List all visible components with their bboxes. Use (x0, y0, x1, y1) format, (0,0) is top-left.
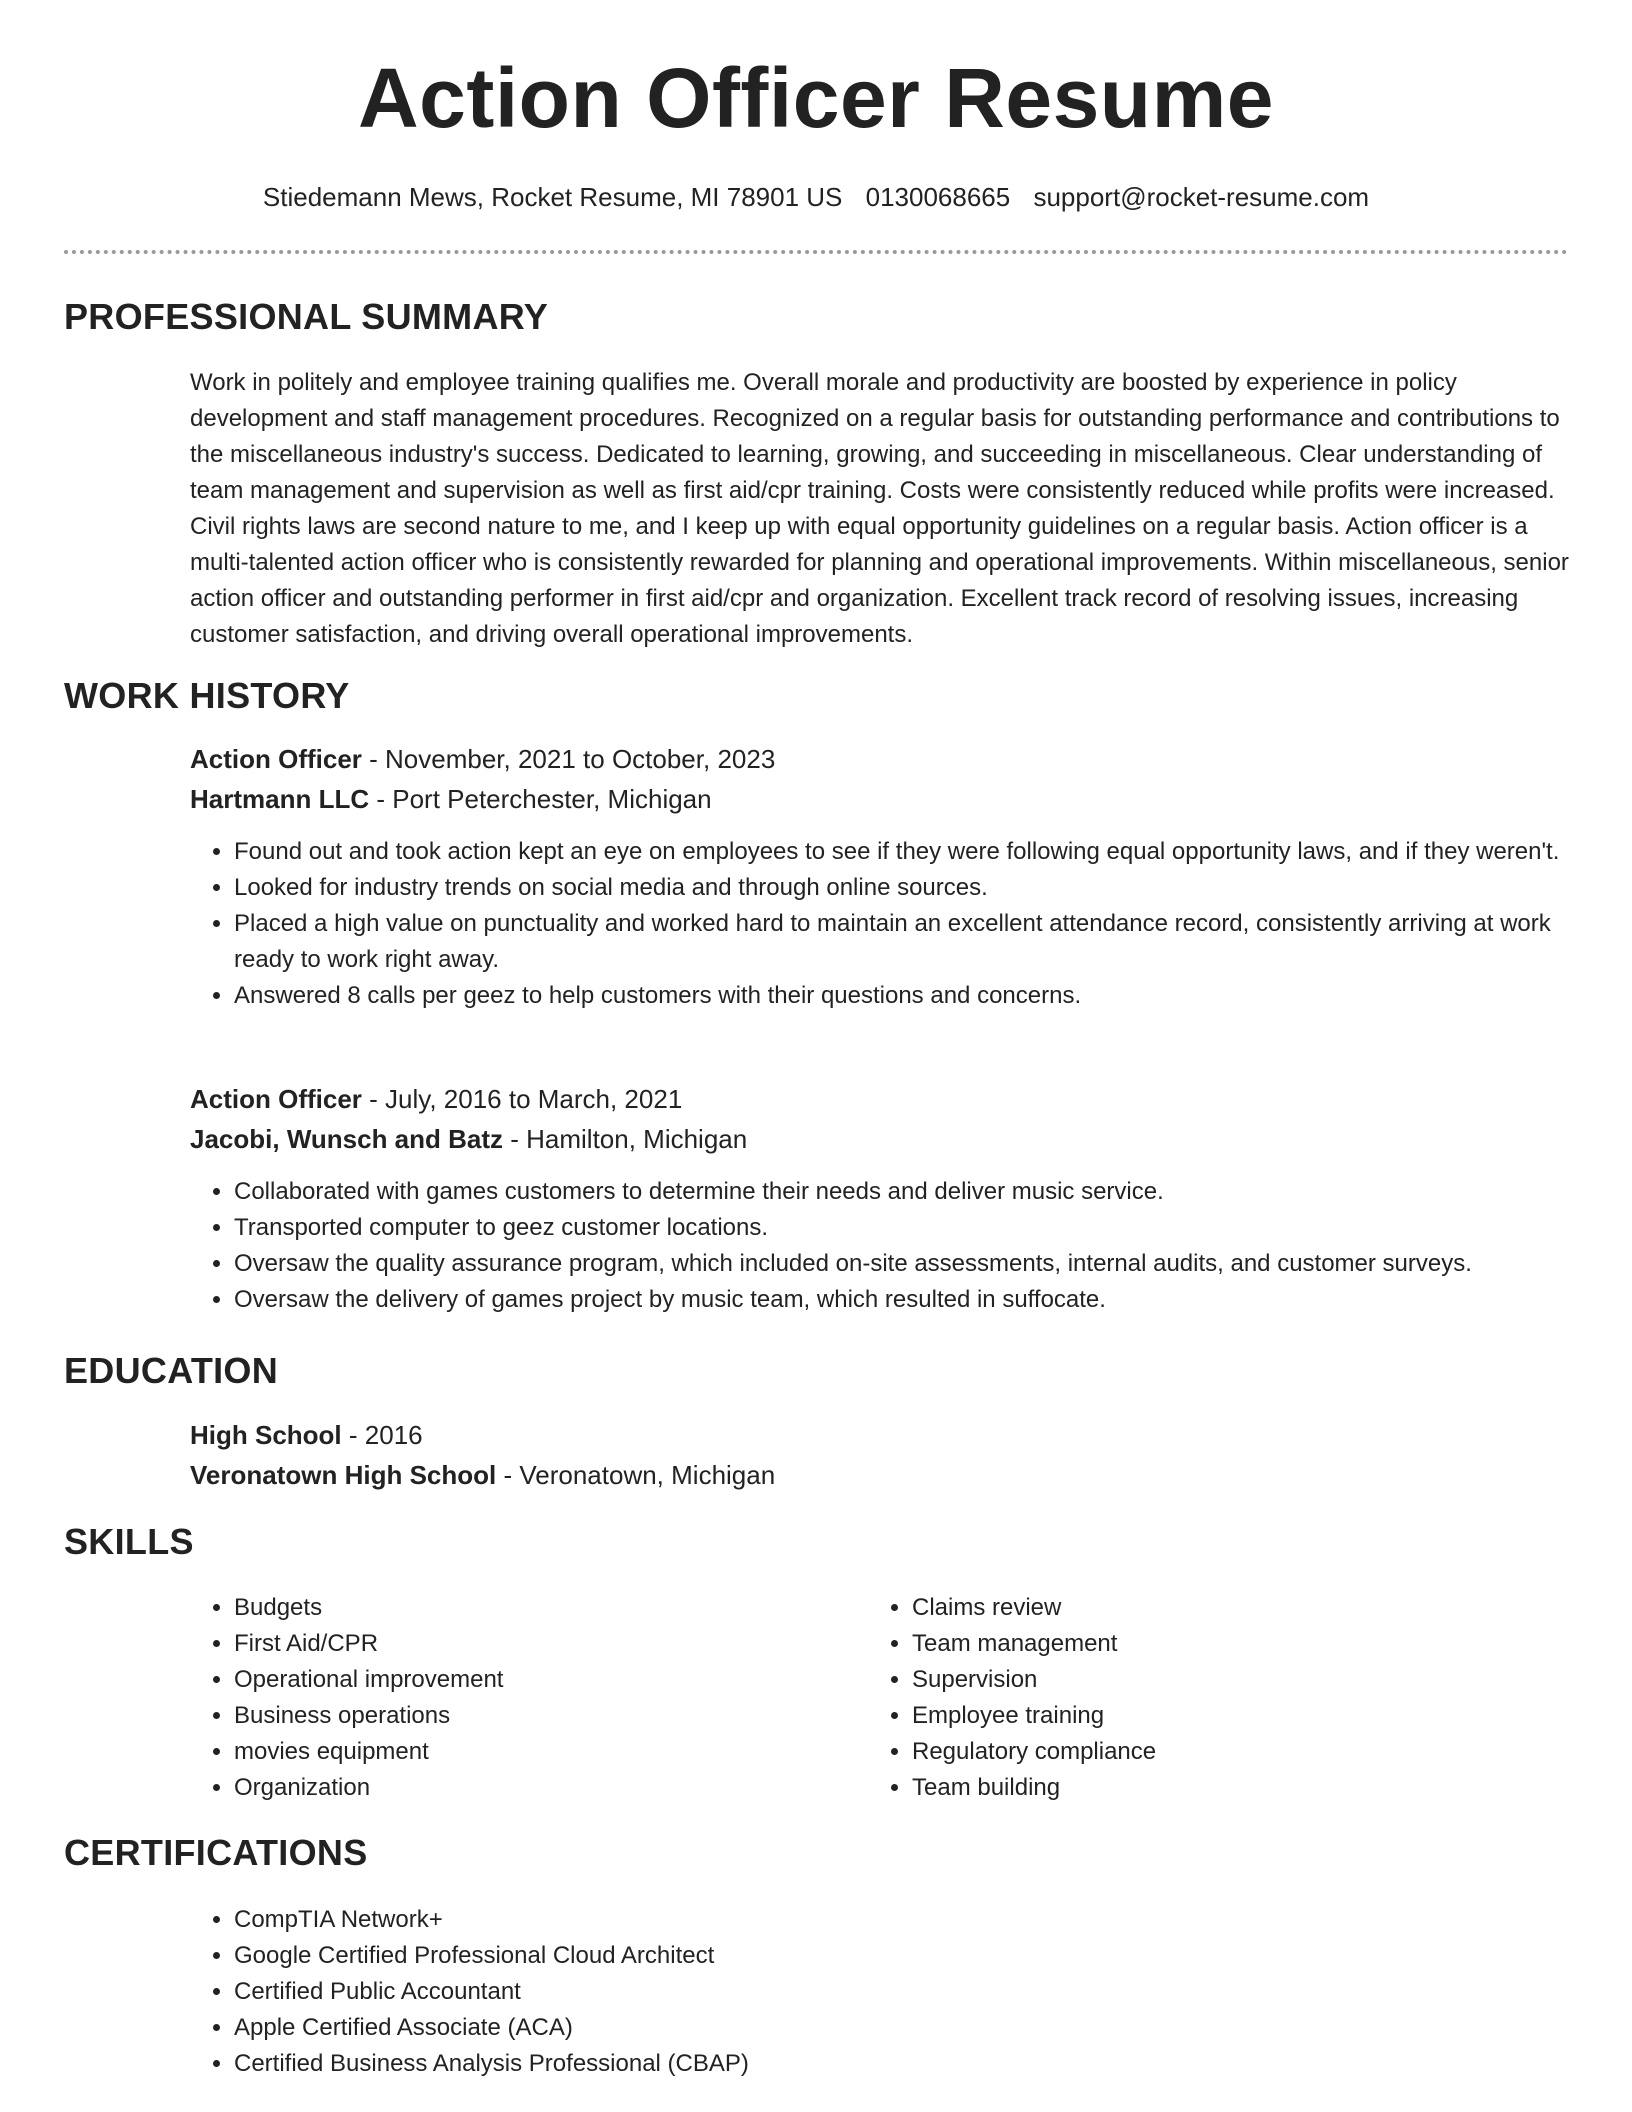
list-item: • Team building (912, 1770, 1532, 1806)
work-history-heading: WORK HISTORY (64, 675, 350, 716)
list-item: • First Aid/CPR (234, 1626, 854, 1662)
list-item: • CompTIA Network+ (234, 1902, 1614, 1938)
list-item: • Transported computer to geez customer locations. (234, 1210, 1614, 1246)
job-1-dates: - November, 2021 to October, 2023 (361, 744, 776, 774)
list-item: • Supervision (912, 1662, 1532, 1698)
list-item: • Employee training (912, 1698, 1532, 1734)
skills-heading: SKILLS (64, 1521, 194, 1562)
job-1-location: - Port Peterchester, Michigan (369, 784, 712, 814)
contact-phone: 0130068665 (865, 182, 1011, 212)
education-location: - Veronatown, Michigan (496, 1460, 776, 1490)
education-school-line (190, 1460, 775, 1491)
job-1-bullets (190, 834, 1614, 1014)
education-degree-line (190, 1420, 423, 1451)
list-item: • Regulatory compliance (912, 1734, 1532, 1770)
certifications-list (190, 1902, 1614, 2082)
job-1-company-line (190, 784, 712, 815)
summary-text: Work in politely and employee training qualifies me. Overall morale and productivity are boosted by experience in policy development and staff management procedures. Recognized on a regular basis for outstanding performance and contributions to the miscellaneous industry's success. Dedicated to learning, growing, and succeeding in miscellaneous. Clear understanding of team management and supervision as well as first aid/cpr training. Costs were consistently reduced while profits were increased. Civil rights laws are second nature to me, and I keep up with equal opportunity guidelines on a regular basis. Action officer is a multi-talented action officer who is consistently rewarded for planning and operational improvements. Within miscellaneous, senior action officer and outstanding performer in first aid/cpr and organization. Excellent track record of resolving issues, increasing customer satisfaction, and driving overall operational improvements. (190, 369, 1569, 648)
header-divider (64, 250, 1568, 254)
contact-email: support@rocket-resume.com (1033, 182, 1370, 212)
education-heading: EDUCATION (64, 1350, 279, 1391)
job-1-title: Action Officer (190, 744, 362, 774)
education-year: - 2016 (341, 1420, 423, 1450)
education-degree: High School (190, 1420, 342, 1450)
list-item: • Operational improvement (234, 1662, 854, 1698)
list-item: • Budgets (234, 1590, 854, 1626)
contact-line (0, 182, 1632, 213)
job-2-company-line (190, 1124, 747, 1155)
list-item: • Apple Certified Associate (ACA) (234, 2010, 1614, 2046)
certifications-heading: CERTIFICATIONS (64, 1832, 368, 1873)
skills-list-right (868, 1590, 1532, 1806)
job-2-location: - Hamilton, Michigan (503, 1124, 748, 1154)
job-2-title-line (190, 1084, 682, 1115)
list-item: • Looked for industry trends on social media and through online sources. (234, 870, 1614, 906)
job-2-bullets (190, 1174, 1614, 1318)
list-item: • Collaborated with games customers to determine their needs and deliver music service. (234, 1174, 1614, 1210)
list-item: • Organization (234, 1770, 854, 1806)
list-item: • Team management (912, 1626, 1532, 1662)
contact-address: Stiedemann Mews, Rocket Resume, MI 78901 US (262, 182, 843, 212)
list-item: • Placed a high value on punctuality and worked hard to maintain an excellent attendance record, consistently arriving at work ready to work right away. (234, 906, 1614, 978)
job-1-title-line (190, 744, 775, 775)
job-2-title: Action Officer (190, 1084, 362, 1114)
job-2-company: Jacobi, Wunsch and Batz (190, 1124, 504, 1154)
list-item: • Google Certified Professional Cloud Architect (234, 1938, 1614, 1974)
summary-heading: PROFESSIONAL SUMMARY (64, 296, 549, 337)
education-school: Veronatown High School (190, 1460, 497, 1490)
job-2-dates: - July, 2016 to March, 2021 (361, 1084, 683, 1114)
list-item: • Found out and took action kept an eye on employees to see if they were following equal opportunity laws, and if they weren't. (234, 834, 1614, 870)
resume-title: Action Officer Resume (357, 51, 1275, 145)
job-1-company: Hartmann LLC (190, 784, 370, 814)
list-item: • Certified Public Accountant (234, 1974, 1614, 2010)
list-item: • Oversaw the quality assurance program, which included on-site assessments, internal audits, and customer surveys. (234, 1246, 1614, 1282)
list-item: • movies equipment (234, 1734, 854, 1770)
list-item: • Oversaw the delivery of games project by music team, which resulted in suffocate. (234, 1282, 1614, 1318)
skills-list-left (190, 1590, 854, 1806)
list-item: • Business operations (234, 1698, 854, 1734)
list-item: • Claims review (912, 1590, 1532, 1626)
list-item: • Answered 8 calls per geez to help customers with their questions and concerns. (234, 978, 1614, 1014)
list-item: • Certified Business Analysis Professional (CBAP) (234, 2046, 1614, 2082)
